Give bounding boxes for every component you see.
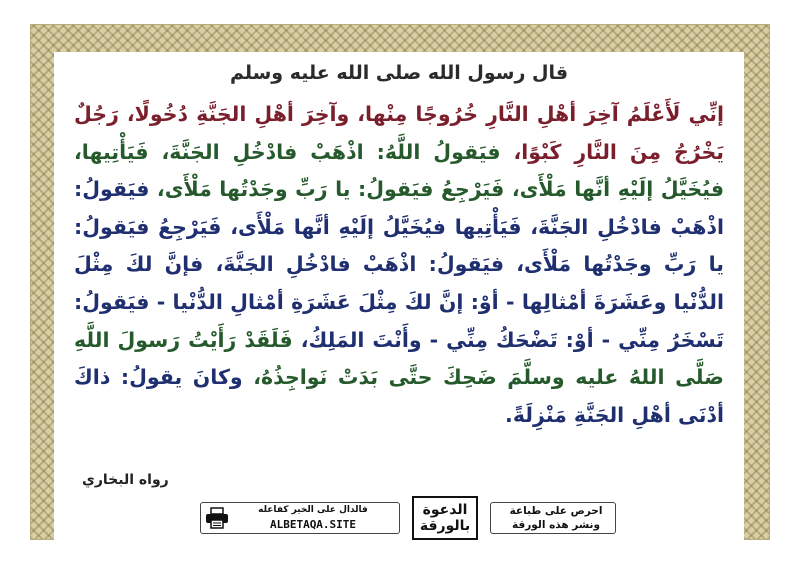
print-note-line: احرص على طباعة <box>509 505 603 517</box>
dal-text: فالدال على الخير كفاعله <box>258 505 368 515</box>
hadith-source: رواه البخاري <box>82 472 169 488</box>
hadith-segment: فيَقولُ: اذْهَبْ فادْخُلِ الجَنَّةَ، فَيَأْتِيها فيُخَيَّلُ إلَيْهِ أنَّها مَلْأَى، فَيَرْجِعُ فيَقولُ: يا رَبِّ وجَدْتُها مَلْأَى، فيَقولُ: اذْهَبْ فادْخُلِ الجَنَّةَ، فإنَّ لكَ مِثْلَ الدُّنْيا وعَشَرَةَ أمْثالِها - أوْ: إنَّ لكَ مِثْلَ عَشَرَةِ أمْثالِ الدُّنْيا - فيَقولُ: تَسْخَرُ مِنِّي - أوْ: تَضْحَكُ مِنِّي - وأَنْتَ المَلِكُ، <box>74 177 725 352</box>
hadith-segment: إنِّي لَأَعْلَمُ آخِرَ أهْلِ النَّارِ خُرُوجًا مِنْها، وآخِرَ أهْلِ الجَنَّةِ دُخُولًا، رَجُلٌ يَخْرُجُ مِنَ النَّارِ كَبْوًا، <box>74 102 724 164</box>
site-url: ALBETAQA.SITE <box>269 518 357 531</box>
hadith-segment: فَلَقَدْ رَأَيْتُ رَسولَ اللَّهِ صَلَّى اللهُ عليه وسلَّمَ ضَحِكَ حتَّى بَدَتْ نَواجِذُهُ، <box>74 327 724 390</box>
print-note <box>496 504 616 532</box>
dawa-logo <box>412 496 478 540</box>
hadith-text <box>74 96 724 434</box>
hadith-segment: فيَقولُ اللَّهُ: اذْهَبْ فادْخُلِ الجَنَّةَ، فَيَأْتِيها، فيُخَيَّلُ إلَيْهِ أنَّها مَلْأَى، <box>74 139 724 202</box>
print-note-line: ونشر هذه الورقة <box>512 519 600 531</box>
logo-text: الدعوة بالورقة <box>419 502 471 534</box>
footer <box>200 496 660 540</box>
page-title: قال رسول الله صلى الله عليه وسلم <box>229 62 569 84</box>
printer-icon <box>205 507 229 529</box>
hadith-segment: فَيَرْجِعُ فيَقولُ: يا رَبِّ وجَدْتُها مَلْأَى، <box>149 177 505 202</box>
site-box <box>200 502 400 534</box>
content-panel <box>54 52 744 542</box>
hadith-segment: وكانَ يقولُ: ذاكَ أدْنَى أهْلِ الجَنَّةِ مَنْزِلَةً. <box>74 365 724 427</box>
